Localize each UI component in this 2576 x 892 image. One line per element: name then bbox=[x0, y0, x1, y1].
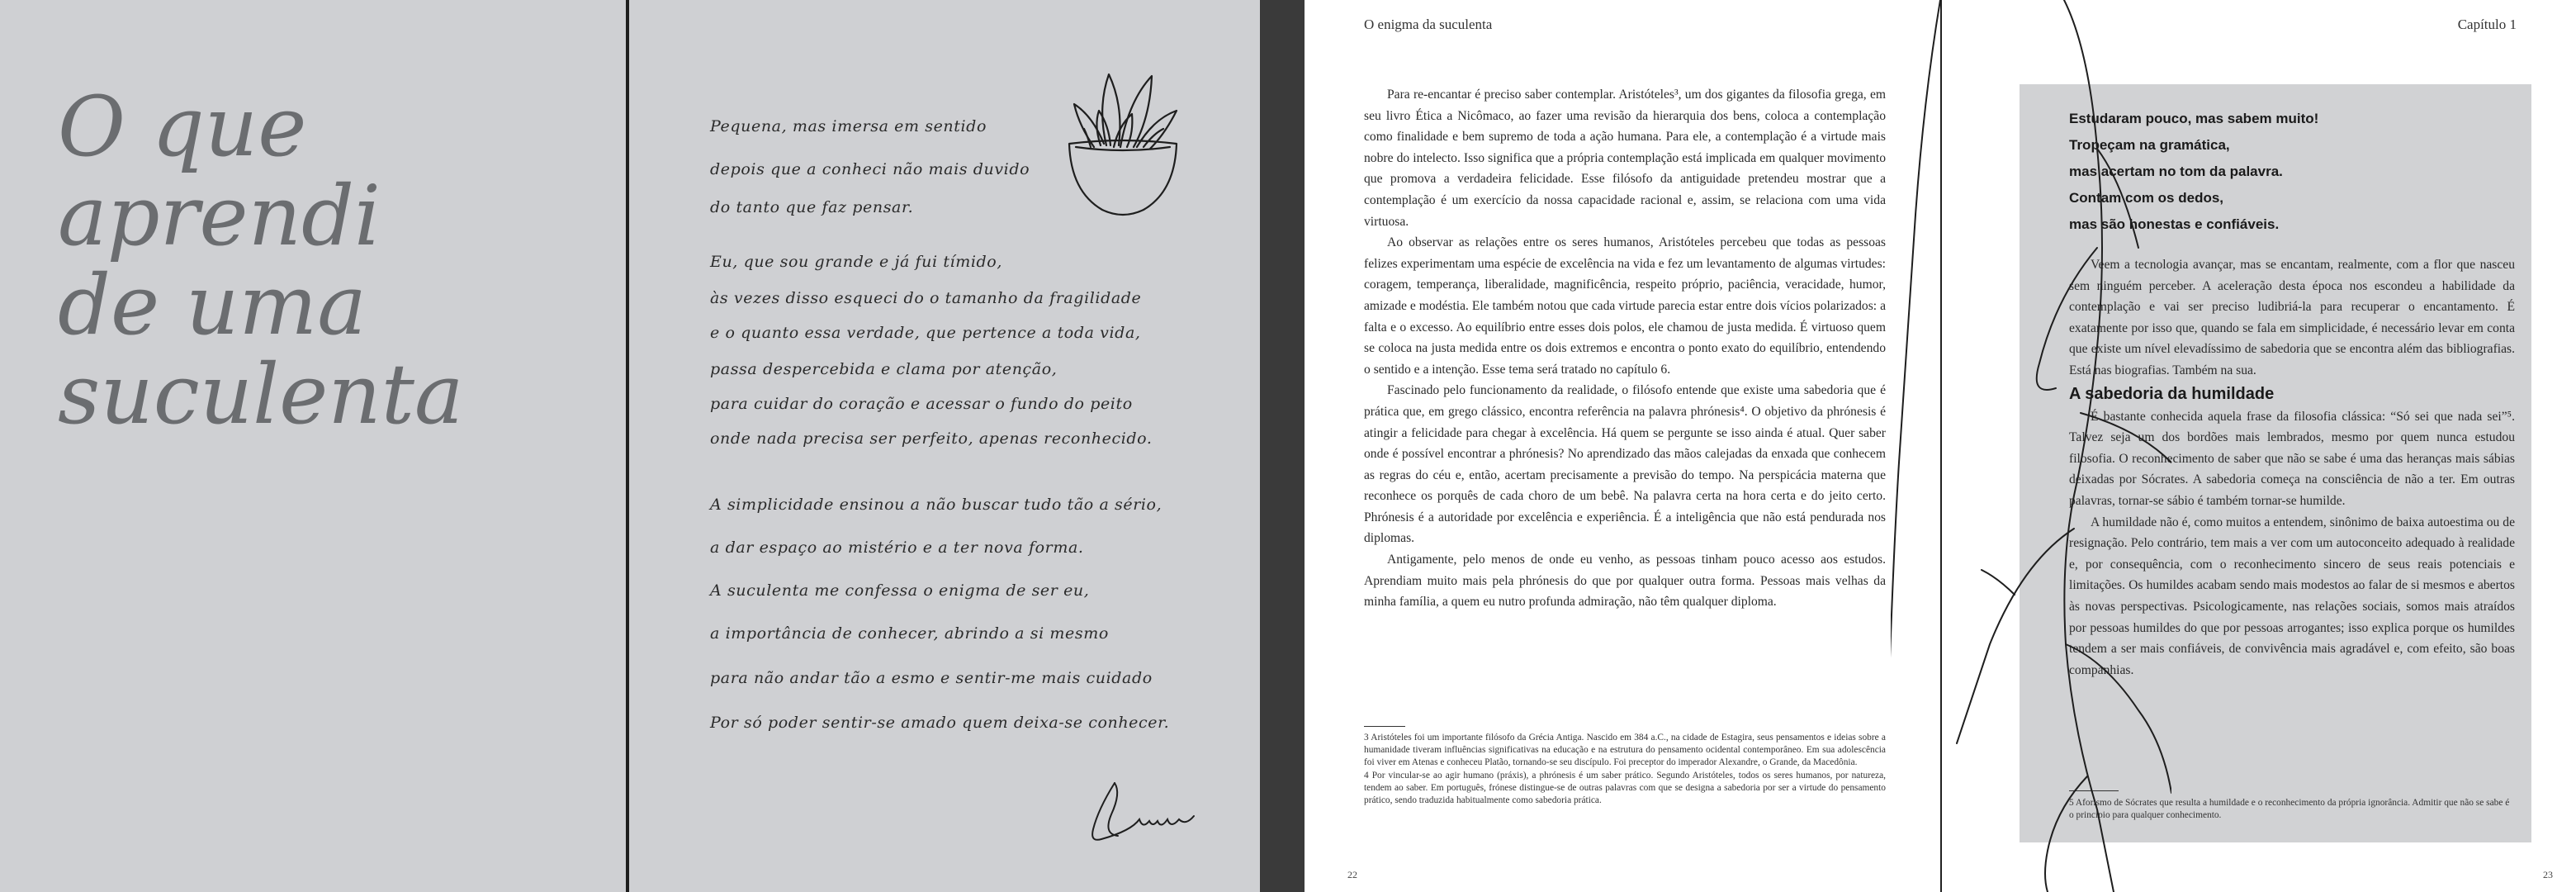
paragraph: A humildade não é, como muitos a entendem, sinônimo de baixa autoestima ou de resignação. Pelo contrário, tem mais a ver com um autoconceito adequado à realidade e, por consequência, com o reconhecimento sincero de seus reais potenciais e limitações. Os humildes acabam sendo mais modestos ao falar de si mesmos e abertos às novas perspectivas. Psicologicamente, nas relações sociais, somos mais atraídos por pessoas humildes do que por pessoas arrogantes; isso explica porque os humildes tendem a ser mais confiáveis, de convivência mais agradável e, com efeito, são boas companhias. bbox=[2069, 515, 2515, 677]
letter-line: a dar espaço ao mistério e a ter nova forma. bbox=[710, 539, 1084, 557]
letter-line: Eu, que sou grande e já fui tímido, bbox=[710, 253, 1002, 271]
letter-line: A suculenta me confessa o enigma de ser eu, bbox=[710, 581, 1090, 600]
letter-line: do tanto que faz pensar. bbox=[710, 198, 914, 216]
letter-line: para não andar tão a esmo e sentir-me mais cuidado bbox=[710, 669, 1153, 687]
signature-drawing bbox=[1082, 776, 1205, 851]
footnote: 3 Aristóteles foi um importante filósofo da Grécia Antiga. Nascido em 384 a.C., na cidade de Estagira, seus pensamentos e ideias sobre a humanidade tiveram influências significativas na educação e na estrutura do pensamento ocidental contemporâneo. Em sua adolescência foi viver em Atenas e conheceu Platão, tornando-se seu discípulo. Foi preceptor do imperador Alexandre, o Grande, da Macedônia. bbox=[1364, 733, 1886, 768]
letter-line: para cuidar do coração e acessar o fundo do peito bbox=[710, 395, 1133, 413]
quote-line: Contam com os dedos, bbox=[2069, 190, 2224, 206]
quote-line: mas acertam no tom da palavra. bbox=[2069, 164, 2283, 179]
title-line: suculenta bbox=[58, 346, 464, 443]
title-line: de uma bbox=[58, 257, 367, 353]
paragraph: Veem a tecnologia avançar, mas se encantam, realmente, com a flor que nasceu sem ninguém perceber. A aceleração desta época nos escondeu a habilidade da contemplação e vai ser preciso ludibriá-la para recuperar o encantamento. É exatamente por isso que, quando se fala em simplicidade, é necessário levar em conta que existe um nível elevadíssimo de sabedoria que se encontra além das bibliografias. Está nas biografias. Também na sua. bbox=[2069, 258, 2515, 377]
page-number: 23 bbox=[2543, 869, 2553, 880]
page-22 bbox=[1305, 0, 1940, 892]
letter-line: Por só poder sentir-se amado quem deixa-se conhecer. bbox=[710, 714, 1170, 732]
paragraph: É bastante conhecida aquela frase da filosofia clássica: “Só sei que nada sei”⁵. Talvez seja um dos bordões mais lembrados, mesmo por quem nunca estudou filosofia. O reconhecimento de saber que não se sabe é uma das heranças mais sábias deixadas por Sócrates. A sabedoria começa na consciência de não a ter. Em outras palavras, tornar-se sábio é também tornar-se humilde. bbox=[2069, 409, 2515, 508]
footnote: 5 Aforismo de Sócrates que resulta a humildade e o reconhecimento da própria ignorância. Admitir que não se sabe é o princípio para qualquer conhecimento. bbox=[2069, 798, 2510, 821]
title-panel bbox=[0, 0, 626, 892]
letter-line: passa despercebida e clama por atenção, bbox=[710, 360, 1058, 378]
signature-text: Lucas bbox=[1181, 846, 1183, 847]
footnote-rule bbox=[1364, 726, 1405, 727]
paragraph: Ao observar as relações entre os seres humanos, Aristóteles percebeu que todas as pessoas felizes experimentam uma espécie de excelência na vida e fez um levantamento de algumas virtudes: coragem, temperança, liberalidade, magnificência, respeito próprio, paciência, veracidade, humor, amizade e modéstia. Ele também notou que cada virtude parecia estar entre dois vícios polarizados: a falta e o excesso. Ao equilíbrio entre esses dois polos, ele chamou de justa medida. É virtuoso quem se coloca na justa medida entre os dois extremos e encontra o ponto exato do equilíbrio, entendendo o sentido e a intenção. Esse tema será tratado no capítulo 6. bbox=[1364, 235, 1886, 377]
book-title bbox=[58, 78, 603, 443]
section-heading: A sabedoria da humildade bbox=[2069, 384, 2275, 403]
letter-line: e o quanto essa verdade, que pertence a toda vida, bbox=[710, 324, 1141, 342]
quote-line: Tropeçam na gramática, bbox=[2069, 137, 2230, 153]
footnotes bbox=[1364, 732, 1886, 807]
paragraph: Antigamente, pelo menos de onde eu venho, as pessoas tinham pouco acesso aos estudos. Aprendiam muito mais pela phrónesis do que por qualquer outra forma. Pessoas mais velhas da minha família, a quem eu nutro profunda admiração, não têm qualquer diploma. bbox=[1364, 553, 1886, 610]
letter-line: a importância de conhecer, abrindo a si mesmo bbox=[710, 624, 1109, 643]
letter-line: onde nada precisa ser perfeito, apenas reconhecido. bbox=[710, 429, 1153, 448]
stem-line-art bbox=[1891, 0, 2171, 892]
running-head: O enigma da suculenta bbox=[1364, 17, 1493, 32]
letter-line: A simplicidade ensinou a não buscar tudo tão a sério, bbox=[710, 496, 1163, 514]
paragraph: Para re-encantar é preciso saber contemplar. Aristóteles³, um dos gigantes da filosofia grega, em seu livro Ética a Nicômaco, ao fazer uma revisão da hierarquia dos bens, coloca a contemplação como finalidade e bem supremo de toda a ação humana. Para ele, a contemplação é a virtude mais nobre do intelecto. Isso significa que a própria contemplação está implicada em qualquer movimento que promova a verdadeira felicidade. Esse filósofo da antiguidade pretendeu mostrar que a contemplação é um exercício da nossa capacidade racional e, assim, se relaciona com uma vida virtuosa. bbox=[1364, 88, 1886, 229]
left-spread bbox=[0, 0, 1260, 892]
quote-line: mas são honestas e confiáveis. bbox=[2069, 216, 2280, 232]
running-head: Capítulo 1 bbox=[2457, 17, 2517, 32]
letter-line: Pequena, mas imersa em sentido bbox=[710, 117, 987, 135]
letter-line: depois que a conheci não mais duvido bbox=[710, 160, 1030, 178]
succulent-pot-illustration bbox=[1061, 68, 1185, 225]
paragraph: Fascinado pelo funcionamento da realidade, o filósofo entende que existe uma sabedoria que é prática que, em grego clássico, encontra referência na palavra phrónesis⁴. O objetivo da phrónesis é atingir a felicidade para chegar à excelência. Há quem se pergunte se isso ainda é atual. Quer saber onde é possível encontrar a phrónesis? No aprendizado das mãos calejadas da enxada que conhecem as regras do céu e, então, acertam precisamente a previsão do tempo. Na perspicácia materna que reconhece os porquês de cada choro de um bebê. Na palavra certa na hora certa e do jeito certo. Phrónesis é a autoridade por excelência e experiência. É a inteligência que não está pendurada nos diplomas. bbox=[1364, 383, 1886, 546]
spread-gutter bbox=[1260, 0, 1305, 892]
quote-line: Estudaram pouco, mas sabem muito! bbox=[2069, 111, 2319, 126]
title-line: O que bbox=[58, 78, 307, 175]
letter-line: às vezes disso esqueci do o tamanho da fragilidade bbox=[710, 289, 1142, 307]
footnote: 4 Por vincular-se ao agir humano (práxis), a phrónesis é um saber prático. Segundo Aristóteles, todos os seres humanos, por natureza, tendem ao saber. Em português, frónese distingue-se de outras palavras com que se designa a sabedoria por ser a virtude do pensamento prático, sendo traduzida habitualmente como sabedoria prática. bbox=[1364, 770, 1886, 806]
page-number: 22 bbox=[1347, 869, 1357, 880]
title-line: aprendi bbox=[58, 168, 381, 264]
page-22-body bbox=[1364, 84, 1886, 613]
